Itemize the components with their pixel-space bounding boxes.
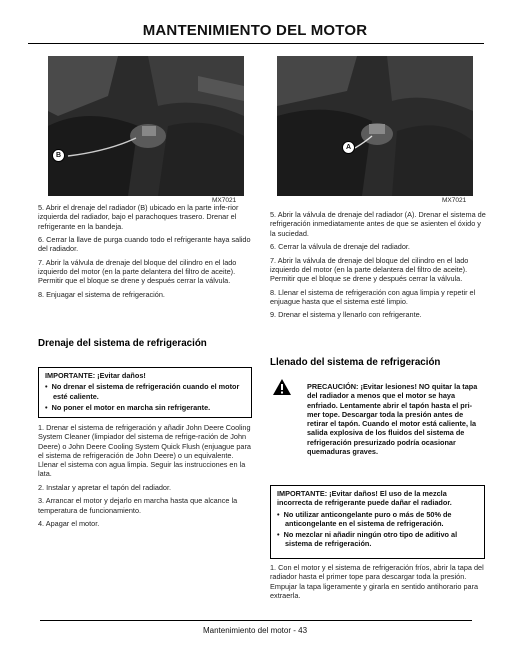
step-item: 5. Abrir la válvula de drenaje del radiador (A). Drenar el sistema de refrigeración inmediatamente antes de que se asienten el óxido y la suciedad. — [270, 210, 486, 238]
left-steps-top — [38, 203, 252, 303]
step-item: 5. Abrir el drenaje del radiador (B) ubicado en la parte infe-rior izquierda del radiador, bajo el parachoques trasero. Drenar el refrigerante en la bandeja. — [38, 203, 239, 231]
section-heading-drain: Drenaje del sistema de refrigeración — [38, 338, 207, 349]
step-item: 1. Drenar el sistema de refrigeración y añadir John Deere Cooling System Cleaner (limpiador del sistema de refrige-ración de John Deere) o John Deere Cooling System Quick Flush (enjuague para el sistema de refrigeración de John Deere) o un equivalente. Llenar el sistema con agua limpia. Seguir las instrucciones en la lata. — [38, 423, 251, 479]
step-item: 9. Drenar el sistema y llenarlo con refrigerante. — [270, 310, 422, 320]
right-steps-top — [270, 210, 487, 324]
footer-rule — [40, 620, 472, 621]
important-title: IMPORTANTE: ¡Evitar daños! El uso de la mezcla incorrecta de refrigerante puede dañar el radiador. — [277, 489, 452, 508]
step-item: 4. Apagar el motor. — [38, 519, 100, 529]
step-item: 1. Con el motor y el sistema de refrigeración fríos, abrir la tapa del radiador hasta el primer tope para descargar toda la presión. Empujar la tapa ligeramente y girarla en sentido antihorario para extraerla. — [270, 563, 484, 600]
callout-a: A — [342, 141, 355, 154]
step-item: 8. Llenar el sistema de refrigeración con agua limpia y repetir el enjuague hasta que el sistema esté limpio. — [270, 287, 476, 306]
important-box-right — [270, 485, 485, 559]
important-bullet: • No poner el motor en marcha sin refrigerante. — [45, 402, 211, 412]
step-item: 6. Cerrar la válvula de drenaje del radiador. — [270, 242, 410, 252]
step-item: 7. Abrir la válvula de drenaje del bloque del cilindro en el lado izquierdo del motor (en la parte delantera del filtro de aceite). Permitir que el bloque se drene y después cerrar la válvula. — [270, 255, 469, 284]
callout-b: B — [52, 149, 65, 162]
left-steps-bottom — [38, 423, 252, 533]
engine-photo-left-graphic — [48, 56, 244, 196]
step-item: 3. Arrancar el motor y dejarlo en marcha hasta que alcance la temperatura de funcionamiento. — [38, 496, 238, 515]
title-rule — [28, 43, 484, 44]
engine-photo-drain-a — [277, 56, 473, 196]
right-steps-bottom — [270, 563, 487, 604]
page-title: MANTENIMIENTO DEL MOTOR — [142, 22, 368, 39]
step-item: 6. Cerrar la llave de purga cuando todo el refrigerante haya salido del radiador. — [38, 235, 251, 254]
figure-caption-left: MX7021 — [212, 197, 237, 204]
step-item: 2. Instalar y apretar el tapón del radiador. — [38, 482, 172, 492]
important-box-left — [38, 367, 252, 418]
engine-photo-right-graphic — [277, 56, 473, 196]
caution-text — [285, 382, 485, 456]
section-heading-fill: Llenado del sistema de refrigeración — [270, 357, 441, 368]
engine-photo-drain-b — [48, 56, 244, 196]
step-item: 8. Enjuagar el sistema de refrigeración. — [38, 289, 165, 299]
important-title: IMPORTANTE: ¡Evitar daños! — [45, 371, 146, 380]
important-bullet: • No mezclar ni añadir ningún otro tipo de aditivo al sistema de refrigeración. — [277, 530, 458, 549]
caution-paragraph: PRECAUCIÓN: ¡Evitar lesiones! NO quitar la tapa del radiador a menos que el motor se haya enfriado. Lentamente abrir el tapón hasta el pri-mer tope. Descargar toda la presión antes de retirar el tapón. Cuando el motor está caliente, la salida explosiva de los fluidos del sistema de refrigeración presurizado podría ocasionar quemaduras graves. — [307, 382, 478, 457]
important-bullet: • No utilizar anticongelante puro o más de 50% de anticongelante en el sistema de refrigeración. — [277, 509, 452, 528]
step-item: 7. Abrir la válvula de drenaje del bloque del cilindro en el lado izquierdo del motor (en la parte delantera del filtro de aceite). Permitir que el bloque se drene y después cerrar la válvula. — [38, 257, 237, 286]
important-bullet: • No drenar el sistema de refrigeración cuando el motor esté caliente. — [45, 382, 240, 401]
figure-caption-right: MX7021 — [442, 197, 467, 204]
page-footer: Mantenimiento del motor - 43 — [202, 626, 308, 635]
